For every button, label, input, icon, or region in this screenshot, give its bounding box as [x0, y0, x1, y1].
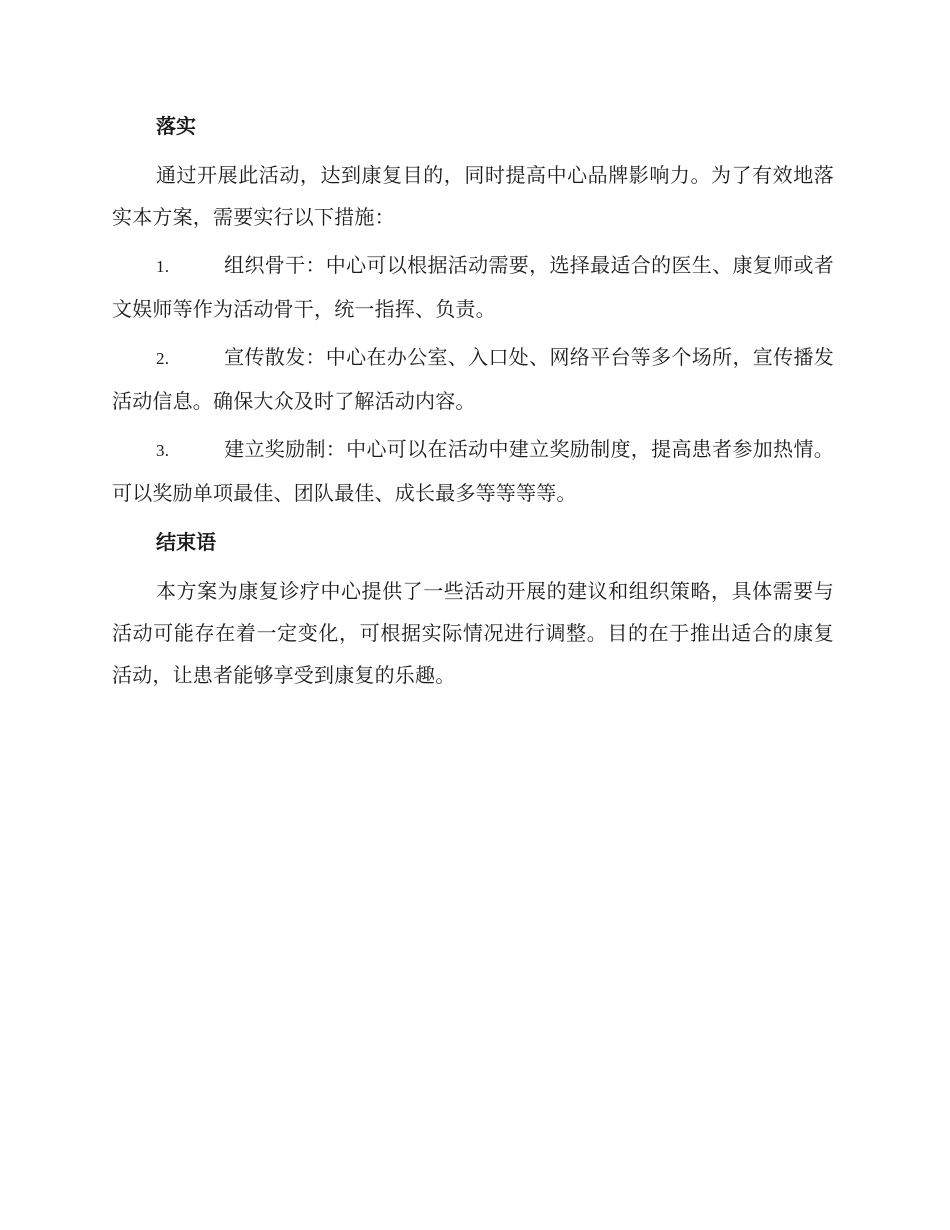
- list-number: 1.: [156, 257, 170, 276]
- list-text: 组织骨干：中心可以根据活动需要，选择最适合的医生、康复师或者文娱师等作为活动骨干，统一指挥、负责。: [112, 253, 834, 321]
- document-content: [112, 104, 834, 702]
- conclusion-paragraph: 本方案为康复诊疗中心提供了一些活动开展的建议和组织策略，具体需要与活动可能存在着一定变化，可根据实际情况进行调整。目的在于推出适合的康复活动，让患者能够享受到康复的乐趣。: [112, 579, 834, 687]
- section-heading-conclusion: 结束语: [156, 530, 216, 554]
- list-text: 宣传散发：中心在办公室、入口处、网络平台等多个场所，宣传播发活动信息。确保大众及时了解活动内容。: [112, 345, 834, 413]
- section-heading-implementation: 落实: [156, 114, 196, 138]
- list-item: [112, 244, 834, 330]
- list-text: 建立奖励制：中心可以在活动中建立奖励制度，提高患者参加热情。可以奖励单项最佳、团队最佳、成长最多等等等等。: [112, 437, 834, 505]
- list-item: [112, 336, 834, 422]
- list-number: 2.: [156, 349, 170, 368]
- list-number: 3.: [156, 441, 170, 460]
- intro-paragraph: 通过开展此活动，达到康复目的，同时提高中心品牌影响力。为了有效地落实本方案，需要实行以下措施：: [112, 163, 834, 229]
- list-item: [112, 428, 834, 514]
